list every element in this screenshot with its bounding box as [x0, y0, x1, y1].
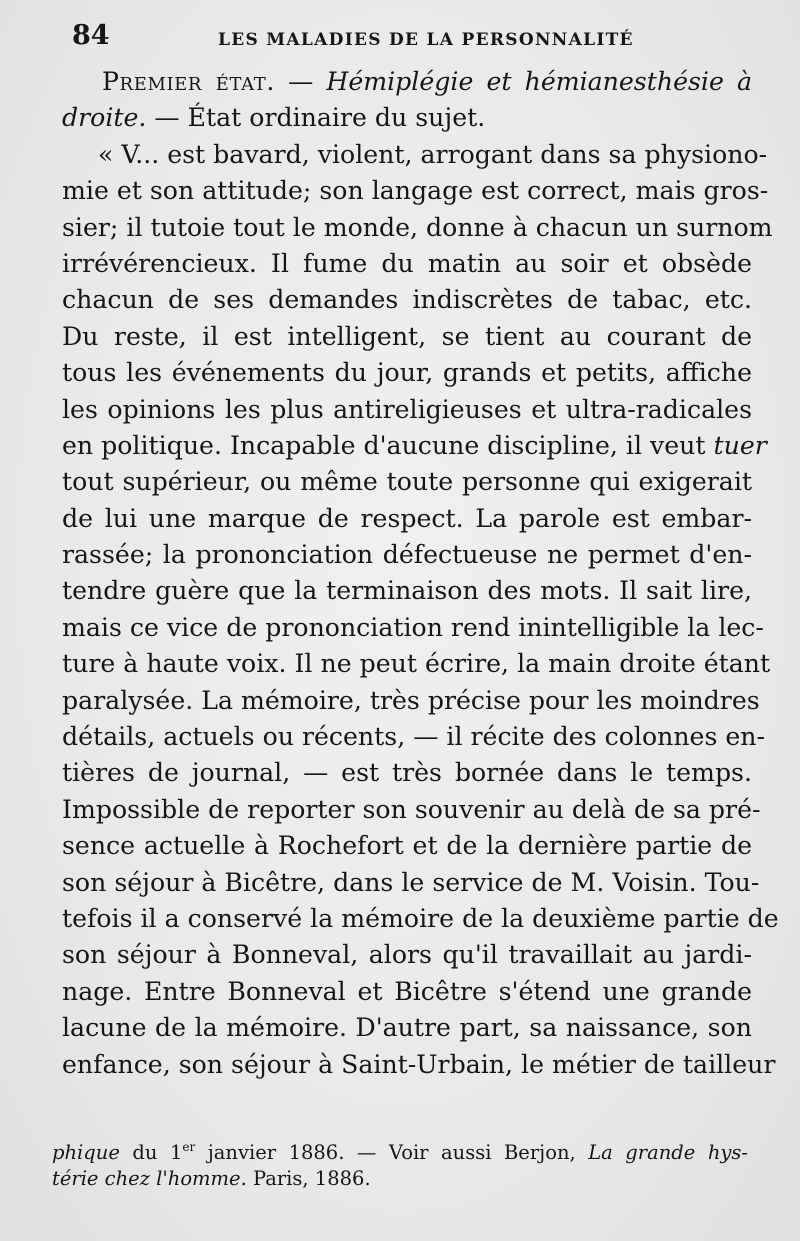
text-line: sence actuelle à Rochefort et de la dernière partie de: [62, 831, 752, 861]
text-line: les opinions les plus antireligieuses et ultra-radicales: [62, 394, 752, 424]
text-line: irrévérencieux. Il fume du matin au soir et obsède: [62, 248, 752, 278]
text-line: enfance, son séjour à Saint-Urbain, le métier de tailleur: [62, 1049, 776, 1079]
text-line: Du reste, il est intelligent, se tient au courant de: [62, 321, 752, 351]
text-line: tous les événements du jour, grands et petits, affiche: [62, 358, 752, 388]
text-line: [62, 428, 767, 464]
footnote-italic: térie chez l'homme.: [52, 1167, 247, 1190]
heading-rest: — État ordinaire du sujet.: [146, 103, 486, 133]
text-line: « V... est bavard, violent, arrogant dans sa physiono-: [98, 139, 768, 169]
footnote-italic: La grande hys-: [588, 1141, 748, 1164]
text-line: tout supérieur, ou même toute personne qui exigerait: [62, 467, 752, 497]
text-line: tefois il a conservé la mémoire de la deuxième partie de: [62, 903, 779, 933]
text-line: mie et son attitude; son langage est correct, mais gros-: [62, 176, 769, 206]
footnote-text: janvier 1886. — Voir aussi Berjon,: [195, 1141, 589, 1164]
text-line: sier; il tutoie tout le monde, donne à chacun un surnom: [62, 212, 773, 242]
footnote-superscript: er: [182, 1140, 196, 1154]
footnote-text: du 1: [119, 1141, 183, 1164]
footnote-line-1: [52, 1140, 748, 1166]
text-line: détails, actuels ou récents, — il récite des colonnes en-: [62, 722, 766, 752]
section-heading-line-2: [62, 100, 752, 136]
text-line: son séjour à Bicêtre, dans le service de M. Voisin. Tou-: [62, 867, 760, 897]
text-line: paralysée. La mémoire, très précise pour les moindres: [62, 685, 760, 715]
text-line: ture à haute voix. Il ne peut écrire, la main droite étant: [62, 649, 771, 679]
text-line: chacun de ses demandes indiscrètes de tabac, etc.: [62, 285, 752, 315]
body-text: [62, 64, 779, 1083]
running-head: [62, 16, 762, 56]
section-heading-lead: Premier état.: [102, 67, 275, 96]
page-number: 84: [72, 20, 110, 51]
section-heading-line: [62, 64, 752, 100]
heading-italic-b: droite.: [62, 103, 147, 133]
text-line: tendre guère que la terminaison des mots. Il sait lire,: [62, 576, 752, 606]
footnote-italic: phique: [52, 1141, 120, 1164]
text-line: rassée; la prononciation défectueuse ne permet d'en-: [62, 540, 752, 570]
text-line-italic-word: tuer: [713, 430, 767, 460]
text-line: Impossible de reporter son souvenir au delà de sa pré-: [62, 794, 761, 824]
footnote: [52, 1140, 748, 1192]
text-line: de lui une marque de respect. La parole est embar-: [62, 503, 752, 533]
text-line: tières de journal, — est très bornée dans le temps.: [62, 758, 752, 788]
text-line: lacune de la mémoire. D'autre part, sa naissance, son: [62, 1013, 752, 1043]
heading-italic-a: Hémiplégie et hémianesthésie à: [326, 67, 752, 96]
heading-dash: —: [274, 67, 327, 96]
footnote-line-2: [52, 1166, 748, 1192]
running-title: LES MALADIES DE LA PERSONNALITÉ: [218, 30, 634, 50]
footnote-text: Paris, 1886.: [246, 1167, 371, 1190]
text-line: mais ce vice de prononciation rend inintelligible la lec-: [62, 612, 764, 642]
text-line-part: en politique. Incapable d'aucune discipline, il veut: [62, 430, 714, 460]
text-line: nage. Entre Bonneval et Bicêtre s'étend une grande: [62, 976, 752, 1006]
text-line: son séjour à Bonneval, alors qu'il travaillait au jardi-: [62, 940, 752, 970]
